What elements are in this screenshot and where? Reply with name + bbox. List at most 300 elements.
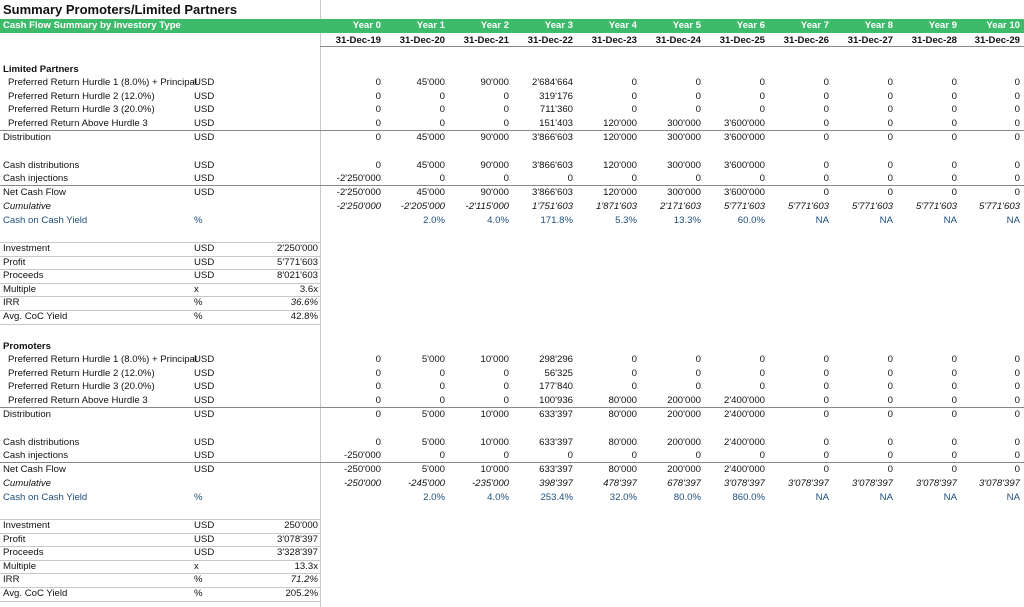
value-cell: 0 <box>631 173 637 184</box>
value-cell: 0 <box>375 77 381 88</box>
date-header: 31-Dec-25 <box>719 35 765 46</box>
value-cell: 0 <box>887 77 893 88</box>
value-cell: 5'000 <box>421 354 445 365</box>
value-cell: 0 <box>1014 450 1020 461</box>
value-cell: 478'397 <box>603 478 637 489</box>
value-cell: -250'000 <box>343 478 381 489</box>
value-cell: 0 <box>631 450 637 461</box>
value-cell: 45'000 <box>416 187 445 198</box>
summary-label: IRR <box>3 297 20 309</box>
value-cell: 0 <box>631 90 637 102</box>
value-cell: 0 <box>1014 77 1020 88</box>
value-cell: 0 <box>951 381 957 392</box>
value-cell: NA <box>879 492 893 503</box>
value-cell: 0 <box>439 90 445 102</box>
date-header: 31-Dec-24 <box>655 35 701 46</box>
value-cell: 678'397 <box>667 478 701 489</box>
value-cell: 0 <box>695 104 701 115</box>
value-cell: 0 <box>823 117 829 129</box>
value-cell: 860.0% <box>732 492 765 503</box>
value-cell: 80'000 <box>608 409 637 420</box>
row-unit: USD <box>194 132 215 143</box>
row-label: Preferred Return Hurdle 1 (8.0%) + Principal <box>8 354 198 365</box>
value-cell: 90'000 <box>480 187 509 198</box>
value-cell: 10'000 <box>480 437 509 448</box>
date-header: 31-Dec-20 <box>399 35 445 46</box>
value-cell: 0 <box>375 354 381 365</box>
row-unit: % <box>194 492 203 503</box>
value-cell: 3'600'000 <box>723 160 765 171</box>
value-cell: 0 <box>887 367 893 379</box>
value-cell: 0 <box>375 367 381 379</box>
value-cell: 0 <box>1014 132 1020 143</box>
value-cell: 0 <box>375 437 381 448</box>
value-cell: 0 <box>695 450 701 461</box>
value-cell: 0 <box>951 132 957 143</box>
value-cell: 0 <box>695 90 701 102</box>
row-label: Preferred Return Hurdle 3 (20.0%) <box>8 381 155 392</box>
value-cell: 0 <box>1014 354 1020 365</box>
value-cell: 0 <box>887 464 893 475</box>
value-cell: -250'000 <box>343 450 381 461</box>
value-cell: 0 <box>631 354 637 365</box>
row-unit: USD <box>194 90 215 102</box>
value-cell: 0 <box>951 409 957 420</box>
value-cell: 0 <box>695 173 701 184</box>
row-unit: USD <box>194 409 215 420</box>
value-cell: 0 <box>951 354 957 365</box>
value-cell: 0 <box>503 90 509 102</box>
value-cell: 398'397 <box>539 478 573 489</box>
row-label: Preferred Return Above Hurdle 3 <box>8 394 148 406</box>
summary-unit: x <box>194 283 199 295</box>
row-unit: USD <box>194 450 215 461</box>
value-cell: 0 <box>439 394 445 406</box>
row-unit: USD <box>194 77 215 88</box>
value-cell: 0 <box>823 90 829 102</box>
value-cell: 0 <box>439 450 445 461</box>
row-unit: USD <box>194 160 215 171</box>
value-cell: 2'400'000 <box>723 437 765 448</box>
value-cell: 300'000 <box>667 117 701 129</box>
year-header: Year 2 <box>480 20 509 31</box>
value-cell: 5'771'603 <box>978 201 1020 212</box>
value-cell: 0 <box>887 132 893 143</box>
value-cell: 0 <box>1014 160 1020 171</box>
row-label: Cumulative <box>3 201 51 212</box>
value-cell: 0 <box>375 90 381 102</box>
value-cell: 3'078'397 <box>915 478 957 489</box>
value-cell: 120'000 <box>603 117 637 129</box>
value-cell: 0 <box>823 394 829 406</box>
value-cell: 4.0% <box>487 215 509 226</box>
value-cell: 0 <box>439 367 445 379</box>
value-cell: -250'000 <box>343 464 381 475</box>
year-header: Year 6 <box>736 20 765 31</box>
value-cell: NA <box>815 492 829 503</box>
value-cell: 200'000 <box>667 394 701 406</box>
value-cell: 3'078'397 <box>851 478 893 489</box>
value-cell: 633'397 <box>539 437 573 448</box>
summary-value: 3'078'397 <box>276 533 318 545</box>
row-unit: USD <box>194 464 215 475</box>
value-cell: NA <box>879 215 893 226</box>
value-cell: 10'000 <box>480 354 509 365</box>
summary-label: IRR <box>3 574 20 586</box>
value-cell: -2'115'000 <box>465 201 509 212</box>
value-cell: -2'250'000 <box>336 173 381 184</box>
value-cell: 0 <box>375 132 381 143</box>
value-cell: 0 <box>887 450 893 461</box>
value-cell: 0 <box>439 117 445 129</box>
value-cell: 3'600'000 <box>723 117 765 129</box>
summary-label: Avg. CoC Yield <box>3 311 68 322</box>
summary-value: 71.2% <box>290 574 318 586</box>
value-cell: 0 <box>503 104 509 115</box>
summary-unit: USD <box>194 533 215 545</box>
summary-unit: % <box>194 574 203 586</box>
summary-unit: x <box>194 560 199 572</box>
summary-value: 42.8% <box>290 311 318 322</box>
sheet-title: Summary Promoters/Limited Partners <box>3 2 238 17</box>
value-cell: 0 <box>759 450 765 461</box>
value-cell: 633'397 <box>539 409 573 420</box>
value-cell: 0 <box>695 354 701 365</box>
value-cell: 0 <box>823 450 829 461</box>
summary-unit: USD <box>194 270 215 282</box>
summary-value: 250'000 <box>284 520 318 531</box>
value-cell: 0 <box>887 409 893 420</box>
value-cell: 0 <box>1014 104 1020 115</box>
value-cell: NA <box>1006 215 1020 226</box>
value-cell: 0 <box>503 450 509 461</box>
value-cell: 200'000 <box>667 409 701 420</box>
summary-label: Profit <box>3 533 26 545</box>
summary-label: Investment <box>3 520 50 531</box>
value-cell: 0 <box>887 173 893 184</box>
value-cell: 0 <box>887 394 893 406</box>
value-cell: 0 <box>823 437 829 448</box>
value-cell: 80.0% <box>673 492 701 503</box>
value-cell: 80'000 <box>608 437 637 448</box>
value-cell: 0 <box>631 77 637 88</box>
section-title: Limited Partners <box>3 64 79 75</box>
value-cell: 5'000 <box>421 437 445 448</box>
value-cell: 0 <box>1014 409 1020 420</box>
value-cell: -2'250'000 <box>336 201 381 212</box>
value-cell: 90'000 <box>480 132 509 143</box>
value-cell: 3'866'603 <box>531 160 573 171</box>
value-cell: 0 <box>887 160 893 171</box>
year-header: Year 10 <box>986 20 1020 31</box>
row-unit: USD <box>194 367 215 379</box>
value-cell: 2.0% <box>423 215 445 226</box>
value-cell: 0 <box>823 187 829 198</box>
value-cell: 633'397 <box>539 464 573 475</box>
value-cell: 5'771'603 <box>915 201 957 212</box>
value-cell: 5'771'603 <box>723 201 765 212</box>
value-cell: 319'176 <box>539 90 573 102</box>
value-cell: 0 <box>887 90 893 102</box>
value-cell: 0 <box>951 450 957 461</box>
row-label: Preferred Return Above Hurdle 3 <box>8 117 148 129</box>
value-cell: 5'000 <box>421 464 445 475</box>
row-label: Net Cash Flow <box>3 464 66 475</box>
value-cell: 0 <box>1014 394 1020 406</box>
value-cell: 0 <box>759 381 765 392</box>
date-header: 31-Dec-22 <box>527 35 573 46</box>
value-cell: 0 <box>887 381 893 392</box>
value-cell: 0 <box>951 117 957 129</box>
row-label: Cash on Cash Yield <box>3 215 88 226</box>
row-label: Cumulative <box>3 478 51 489</box>
value-cell: 2'171'603 <box>659 201 701 212</box>
value-cell: 60.0% <box>737 215 765 226</box>
value-cell: NA <box>815 215 829 226</box>
value-cell: 0 <box>439 104 445 115</box>
value-cell: 0 <box>951 77 957 88</box>
value-cell: 0 <box>503 367 509 379</box>
value-cell: 1'871'603 <box>595 201 637 212</box>
value-cell: 3'866'603 <box>531 132 573 143</box>
row-unit: USD <box>194 104 215 115</box>
value-cell: 0 <box>631 367 637 379</box>
value-cell: 200'000 <box>667 464 701 475</box>
year-header: Year 8 <box>864 20 893 31</box>
row-divider <box>320 46 1024 47</box>
value-cell: 0 <box>695 77 701 88</box>
value-cell: 0 <box>695 381 701 392</box>
value-cell: 0 <box>375 117 381 129</box>
value-cell: 10'000 <box>480 464 509 475</box>
value-cell: 171.8% <box>540 215 573 226</box>
value-cell: 45'000 <box>416 132 445 143</box>
value-cell: 56'325 <box>544 367 573 379</box>
value-cell: 0 <box>759 354 765 365</box>
row-label: Cash distributions <box>3 160 80 171</box>
summary-value: 8'021'603 <box>276 270 318 282</box>
row-label: Cash injections <box>3 173 69 184</box>
date-header: 31-Dec-23 <box>591 35 637 46</box>
value-cell: 0 <box>375 394 381 406</box>
value-cell: 3'078'397 <box>978 478 1020 489</box>
row-unit: % <box>194 215 203 226</box>
value-cell: NA <box>943 492 957 503</box>
row-unit: USD <box>194 394 215 406</box>
value-cell: 4.0% <box>487 492 509 503</box>
value-cell: -2'205'000 <box>400 201 445 212</box>
value-cell: 3'078'397 <box>723 478 765 489</box>
value-cell: 2'400'000 <box>723 394 765 406</box>
value-cell: 0 <box>951 104 957 115</box>
value-cell: 3'866'603 <box>531 187 573 198</box>
date-header: 31-Dec-26 <box>783 35 829 46</box>
value-cell: 298'296 <box>539 354 573 365</box>
row-unit: USD <box>194 117 215 129</box>
value-cell: 0 <box>951 367 957 379</box>
value-cell: 0 <box>823 381 829 392</box>
summary-value: 2'250'000 <box>276 243 318 254</box>
value-cell: 0 <box>759 173 765 184</box>
value-cell: 0 <box>951 394 957 406</box>
summary-unit: USD <box>194 243 215 254</box>
value-cell: 0 <box>759 367 765 379</box>
value-cell: 151'403 <box>539 117 573 129</box>
summary-label: Proceeds <box>3 270 44 282</box>
value-cell: 5.3% <box>615 215 637 226</box>
header-label: Cash Flow Summary by Investory Type <box>3 20 181 31</box>
row-label: Cash distributions <box>3 437 80 448</box>
value-cell: 0 <box>375 409 381 420</box>
value-cell: 3'078'397 <box>787 478 829 489</box>
summary-unit: % <box>194 588 203 599</box>
value-cell: 711'360 <box>539 104 573 115</box>
value-cell: NA <box>943 215 957 226</box>
value-cell: 0 <box>631 381 637 392</box>
value-cell: 0 <box>503 117 509 129</box>
summary-value: 205.2% <box>285 588 318 599</box>
value-cell: 0 <box>503 173 509 184</box>
value-cell: 5'771'603 <box>787 201 829 212</box>
value-cell: 300'000 <box>667 132 701 143</box>
value-cell: 0 <box>375 381 381 392</box>
value-cell: 0 <box>759 77 765 88</box>
row-label: Distribution <box>3 409 51 420</box>
value-cell: 0 <box>823 409 829 420</box>
row-label: Preferred Return Hurdle 3 (20.0%) <box>8 104 155 115</box>
summary-label: Multiple <box>3 283 37 295</box>
row-unit: USD <box>194 381 215 392</box>
value-cell: 0 <box>823 104 829 115</box>
value-cell: 300'000 <box>667 160 701 171</box>
year-header: Year 5 <box>672 20 701 31</box>
value-cell: -235'000 <box>471 478 509 489</box>
value-cell: 0 <box>1014 464 1020 475</box>
value-cell: 5'771'603 <box>851 201 893 212</box>
value-cell: 0 <box>1014 187 1020 198</box>
summary-unit: USD <box>194 547 215 559</box>
row-label: Preferred Return Hurdle 1 (8.0%) + Principal <box>8 77 198 88</box>
value-cell: 45'000 <box>416 160 445 171</box>
summary-value: 36.6% <box>290 297 318 309</box>
summary-label: Multiple <box>3 560 37 572</box>
value-cell: 120'000 <box>603 132 637 143</box>
value-cell: 0 <box>887 117 893 129</box>
value-cell: 0 <box>375 104 381 115</box>
value-cell: 0 <box>1014 367 1020 379</box>
value-cell: 0 <box>439 173 445 184</box>
value-cell: 200'000 <box>667 437 701 448</box>
summary-value: 3.6x <box>299 283 318 295</box>
value-cell: 3'600'000 <box>723 187 765 198</box>
value-cell: 0 <box>823 354 829 365</box>
value-cell: 0 <box>823 173 829 184</box>
summary-value: 5'771'603 <box>276 256 318 268</box>
value-cell: 0 <box>1014 173 1020 184</box>
row-divider <box>0 324 320 325</box>
summary-value: 3'328'397 <box>276 547 318 559</box>
summary-unit: % <box>194 311 203 322</box>
value-cell: 300'000 <box>667 187 701 198</box>
value-cell: 0 <box>1014 90 1020 102</box>
row-unit: USD <box>194 187 215 198</box>
year-header: Year 3 <box>544 20 573 31</box>
value-cell: 80'000 <box>608 394 637 406</box>
summary-label: Investment <box>3 243 50 254</box>
value-cell: 32.0% <box>609 492 637 503</box>
value-cell: 0 <box>887 104 893 115</box>
value-cell: 45'000 <box>416 77 445 88</box>
summary-unit: USD <box>194 256 215 268</box>
value-cell: 0 <box>503 394 509 406</box>
value-cell: 0 <box>823 77 829 88</box>
value-cell: 10'000 <box>480 409 509 420</box>
value-cell: 0 <box>887 437 893 448</box>
year-header: Year 1 <box>416 20 445 31</box>
value-cell: 2'684'664 <box>531 77 573 88</box>
date-header: 31-Dec-27 <box>847 35 893 46</box>
value-cell: 0 <box>695 367 701 379</box>
summary-label: Avg. CoC Yield <box>3 588 68 599</box>
value-cell: 1'751'603 <box>531 201 573 212</box>
summary-label: Proceeds <box>3 547 44 559</box>
value-cell: 253.4% <box>540 492 573 503</box>
row-unit: USD <box>194 354 215 365</box>
value-cell: 0 <box>951 90 957 102</box>
value-cell: 100'936 <box>539 394 573 406</box>
value-cell: 5'000 <box>421 409 445 420</box>
value-cell: 2'400'000 <box>723 464 765 475</box>
summary-label: Profit <box>3 256 26 268</box>
value-cell: 0 <box>567 173 573 184</box>
value-cell: 0 <box>887 354 893 365</box>
value-cell: 2.0% <box>423 492 445 503</box>
value-cell: -245'000 <box>407 478 445 489</box>
value-cell: 2'400'000 <box>723 409 765 420</box>
value-cell: 0 <box>823 464 829 475</box>
value-cell: 0 <box>951 464 957 475</box>
year-header: Year 9 <box>928 20 957 31</box>
value-cell: 120'000 <box>603 160 637 171</box>
summary-value: 13.3x <box>294 560 318 572</box>
value-cell: 0 <box>1014 117 1020 129</box>
value-cell: 0 <box>375 160 381 171</box>
value-cell: 0 <box>1014 381 1020 392</box>
summary-unit: USD <box>194 520 215 531</box>
year-header: Year 0 <box>352 20 381 31</box>
date-header: 31-Dec-19 <box>335 35 381 46</box>
value-cell: 0 <box>951 437 957 448</box>
value-cell: 90'000 <box>480 160 509 171</box>
row-unit: USD <box>194 437 215 448</box>
year-header: Year 7 <box>800 20 829 31</box>
row-divider <box>0 601 320 602</box>
value-cell: 0 <box>759 104 765 115</box>
section-title: Promoters <box>3 341 51 352</box>
value-cell: 0 <box>887 187 893 198</box>
year-header: Year 4 <box>608 20 637 31</box>
value-cell: 13.3% <box>673 215 701 226</box>
value-cell: 0 <box>503 381 509 392</box>
value-cell: 0 <box>823 367 829 379</box>
value-cell: 0 <box>823 132 829 143</box>
value-cell: 0 <box>951 187 957 198</box>
value-cell: 80'000 <box>608 464 637 475</box>
summary-unit: % <box>194 297 203 309</box>
value-cell: NA <box>1006 492 1020 503</box>
value-cell: 0 <box>439 381 445 392</box>
row-label: Cash on Cash Yield <box>3 492 88 503</box>
